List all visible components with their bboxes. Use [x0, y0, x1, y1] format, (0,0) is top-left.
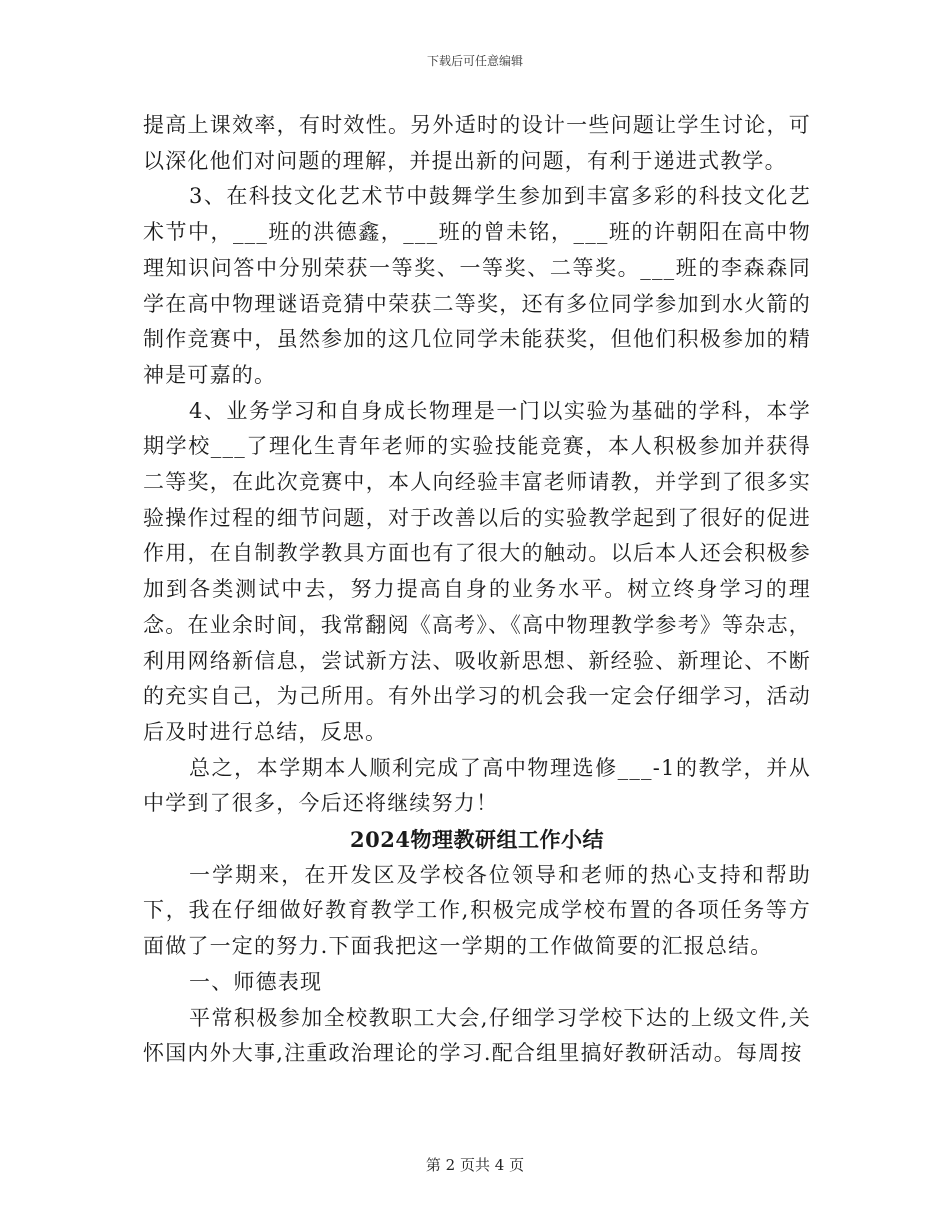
document-body — [143, 108, 811, 1072]
paragraph-professional-growth: 4、业务学习和自身成长物理是一门以实验为基础的学科，本学期学校___了理化生青年老师的实验技能竞赛，本人积极参加并获得二等奖，在此次竞赛中，本人向经验丰富老师请教，并学到了很多实验操作过程的细节问题，对于改善以后的实验教学起到了很好的促进作用，在自制教学教具方面也有了很大的触动。以后本人还会积极参加到各类测试中去，努力提高自身的业务水平。树立终身学习的理念。在业余时间，我常翻阅《高考》、《高中物理教学参考》等杂志，利用网络新信息，尝试新方法、吸收新思想、新经验、新理论、不断的充实自己，为己所用。有外出学习的机会我一定会仔细学习，活动后及时进行总结，反思。 — [143, 398, 811, 744]
paragraph-ethics-detail: 平常积极参加全校教职工大会,仔细学习学校下达的上级文件,关怀国内外大事,注重政治理论的学习.配合组里搞好教研活动。每周按 — [143, 1005, 811, 1066]
section-title: 2024物理教研组工作小结 — [350, 827, 604, 853]
page-number: 第 2 页共 4 页 — [425, 1156, 525, 1174]
paragraph-conclusion: 总之，本学期本人顺利完成了高中物理选修___-1的教学，并从中学到了很多，今后还将继续努力！ — [143, 755, 811, 816]
paragraph-efficiency: 提高上课效率，有时效性。另外适时的设计一些问题让学生讨论，可以深化他们对问题的理解，并提出新的问题，有利于递进式教学。 — [143, 113, 811, 173]
heading-teacher-ethics: 一、师德表现 — [189, 969, 323, 994]
page-header-note: 下载后可任意编辑 — [426, 54, 523, 68]
paragraph-intro: 一学期来，在开发区及学校各位领导和老师的热心支持和帮助下，我在仔细做好教育教学工作,积极完成学校布置的各项任务等方面做了一定的努力.下面我把这一学期的工作做简要的汇报总结。 — [143, 862, 811, 959]
paragraph-science-festival: 3、在科技文化艺术节中鼓舞学生参加到丰富多彩的科技文化艺术节中，___班的洪德鑫，___班的曾未铭，___班的许朝阳在高中物理知识问答中分别荣获一等奖、一等奖、二等奖。___班的李森森同学在高中物理谜语竞猜中荣获二等奖，还有多位同学参加到水火箭的制作竞赛中，虽然参加的这几位同学未能获奖，但他们积极参加的精神是可嘉的。 — [143, 184, 811, 387]
